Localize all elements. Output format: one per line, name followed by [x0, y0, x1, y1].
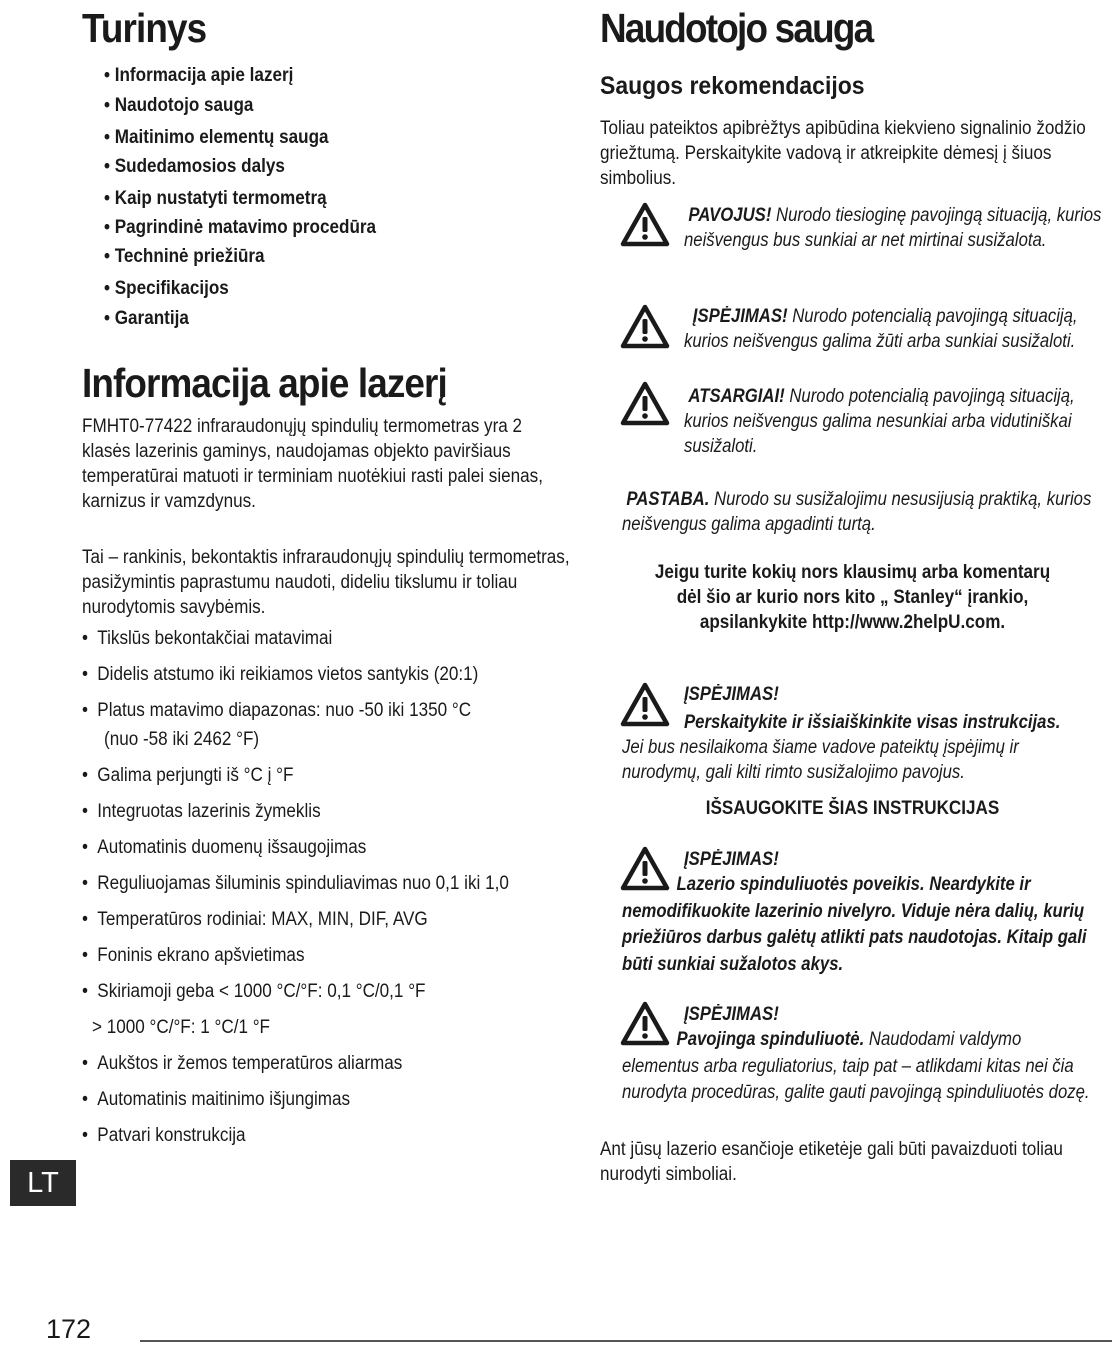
feature-item: • Didelis atstumo iki reikiamos vietos santykis (20:1) — [82, 664, 479, 685]
warning-definition: ĮSPĖJIMAS! Nurodo potencialią pavojingą situaciją, kurios neišvengus galima žūti arba sunkiai susižaloti. — [684, 306, 1078, 352]
feature-item: • Galima perjungti iš °C į °F — [82, 765, 294, 786]
warning-1-text: Jei bus nesilaikoma šiame vadove pateiktų įspėjimų ir nurodymų, gali kilti rimto susižalojimo pavojus. — [622, 737, 1019, 783]
save-instructions: IŠSAUGOKITE ŠIAS INSTRUKCIJAS — [705, 798, 1000, 819]
feature-item: • Patvari konstrukcija — [82, 1125, 246, 1146]
feature-item: • Integruotas lazerinis žymeklis — [82, 801, 321, 822]
safety-intro: Toliau pateiktos apibrėžtys apibūdina kiekvieno signalinio žodžio griežtumą. Perskaitykite vadovą ir atkreipkite dėmesį į šiuos simbolius. — [600, 118, 1086, 189]
feature-item-continuation: (nuo -58 iki 2462 °F) — [104, 729, 260, 750]
contact-line: apsilankykite http://www.2helpU.com. — [699, 612, 1006, 633]
caution-definition: ATSARGIAI! Nurodo potencialią pavojingą situaciją, kurios neišvengus galima nesunkiai arba vidutiniškai susižaloti. — [684, 386, 1075, 457]
safety-title: Naudotojo sauga — [600, 5, 873, 51]
contact-line: Jeigu turite kokių nors klausimų arba komentarų — [654, 562, 1051, 583]
warning-triangle-icon — [620, 682, 670, 728]
warning-2-text: Lazerio spinduliuotės poveikis. Neardykite ir nemodifikuokite lazerinio nivelyro. Viduje nėra dalių, kurių priežiūros darbus galėtų atlikti pats naudotojas. Kitaip gali būti sunkiai sužalotos akys. — [622, 874, 1087, 975]
warning-3-label: ĮSPĖJIMAS! — [684, 1004, 779, 1025]
warning-triangle-icon — [620, 381, 670, 427]
language-badge: LT — [10, 1160, 76, 1206]
feature-item: • Aukštos ir žemos temperatūros aliarmas — [82, 1053, 403, 1074]
warning-triangle-icon — [620, 202, 670, 248]
warning-3-text: Pavojinga spinduliuotė. Naudodami valdymo elementus arba reguliatorius, taip pat – atlikdami kitas nei čia nurodyta procedūras, galite gauti pavojingą spinduliuotės dozę. — [622, 1029, 1090, 1103]
warning-2-label: ĮSPĖJIMAS! — [684, 849, 779, 870]
warning-1-label: ĮSPĖJIMAS! — [684, 684, 779, 705]
feature-item: • Reguliuojamas šiluminis spinduliavimas nuo 0,1 iki 1,0 — [82, 873, 509, 894]
toc-item: • Garantija — [104, 308, 189, 329]
safety-subtitle: Saugos rekomendacijos — [600, 72, 865, 100]
toc-item: • Kaip nustatyti termometrą — [104, 188, 327, 209]
toc-item: • Pagrindinė matavimo procedūra — [104, 217, 377, 238]
info-title: Informacija apie lazerį — [82, 360, 447, 406]
info-paragraph-2: Tai – rankinis, bekontaktis infraraudonųjų spindulių termometras, pasižymintis paprastumu naudoti, dideliu tikslumu ir toliau nurodytomis savybėmis. — [82, 547, 570, 618]
feature-item-continuation: > 1000 °C/°F: 1 °C/1 °F — [92, 1017, 271, 1038]
notice-definition: PASTABA. Nurodo su susižalojimu nesusijusią praktiką, kurios neišvengus galima apgadinti turtą. — [622, 489, 1092, 535]
feature-item: • Automatinis maitinimo išjungimas — [82, 1089, 351, 1110]
toc-title: Turinys — [82, 5, 207, 51]
feature-item: • Temperatūros rodiniai: MAX, MIN, DIF, AVG — [82, 909, 428, 930]
feature-item: • Foninis ekrano apšvietimas — [82, 945, 305, 966]
toc-item: • Informacija apie lazerį — [104, 65, 294, 86]
toc-item: • Maitinimo elementų sauga — [104, 127, 329, 148]
feature-item: • Platus matavimo diapazonas: nuo -50 iki 1350 °C — [82, 700, 472, 721]
toc-item: • Specifikacijos — [104, 278, 229, 299]
toc-item: • Sudedamosios dalys — [104, 156, 285, 177]
contact-line: dėl šio ar kurio nors kito „ Stanley“ įrankio, — [676, 587, 1029, 608]
danger-definition: PAVOJUS! Nurodo tiesioginę pavojingą situaciją, kurios neišvengus bus sunkiai ar net mirtinai susižalota. — [684, 205, 1102, 251]
warning-triangle-icon — [620, 304, 670, 350]
feature-item: • Tikslūs bekontakčiai matavimai — [82, 628, 333, 649]
feature-item: • Automatinis duomenų išsaugojimas — [82, 837, 367, 858]
toc-item: • Techninė priežiūra — [104, 246, 265, 267]
feature-item: • Skiriamoji geba < 1000 °C/°F: 0,1 °C/0,1 °F — [82, 981, 426, 1002]
page-number: 172 — [46, 1314, 92, 1344]
info-paragraph-1: FMHT0-77422 infraraudonųjų spindulių termometras yra 2 klasės lazerinis gaminys, naudojamas objekto paviršiaus temperatūrai matuoti ir terminiam nuotėkiui rasti palei sienas, karnizus ir vamzdynus. — [82, 416, 543, 512]
footer-rule — [140, 1340, 1112, 1342]
toc-item: • Naudotojo sauga — [104, 95, 254, 116]
label-symbols-intro: Ant jūsų lazerio esančioje etiketėje gali būti pavaizduoti toliau nurodyti simboliai. — [600, 1139, 1063, 1185]
warning-1-heading: Perskaitykite ir išsiaiškinkite visas instrukcijas. — [684, 712, 1061, 733]
